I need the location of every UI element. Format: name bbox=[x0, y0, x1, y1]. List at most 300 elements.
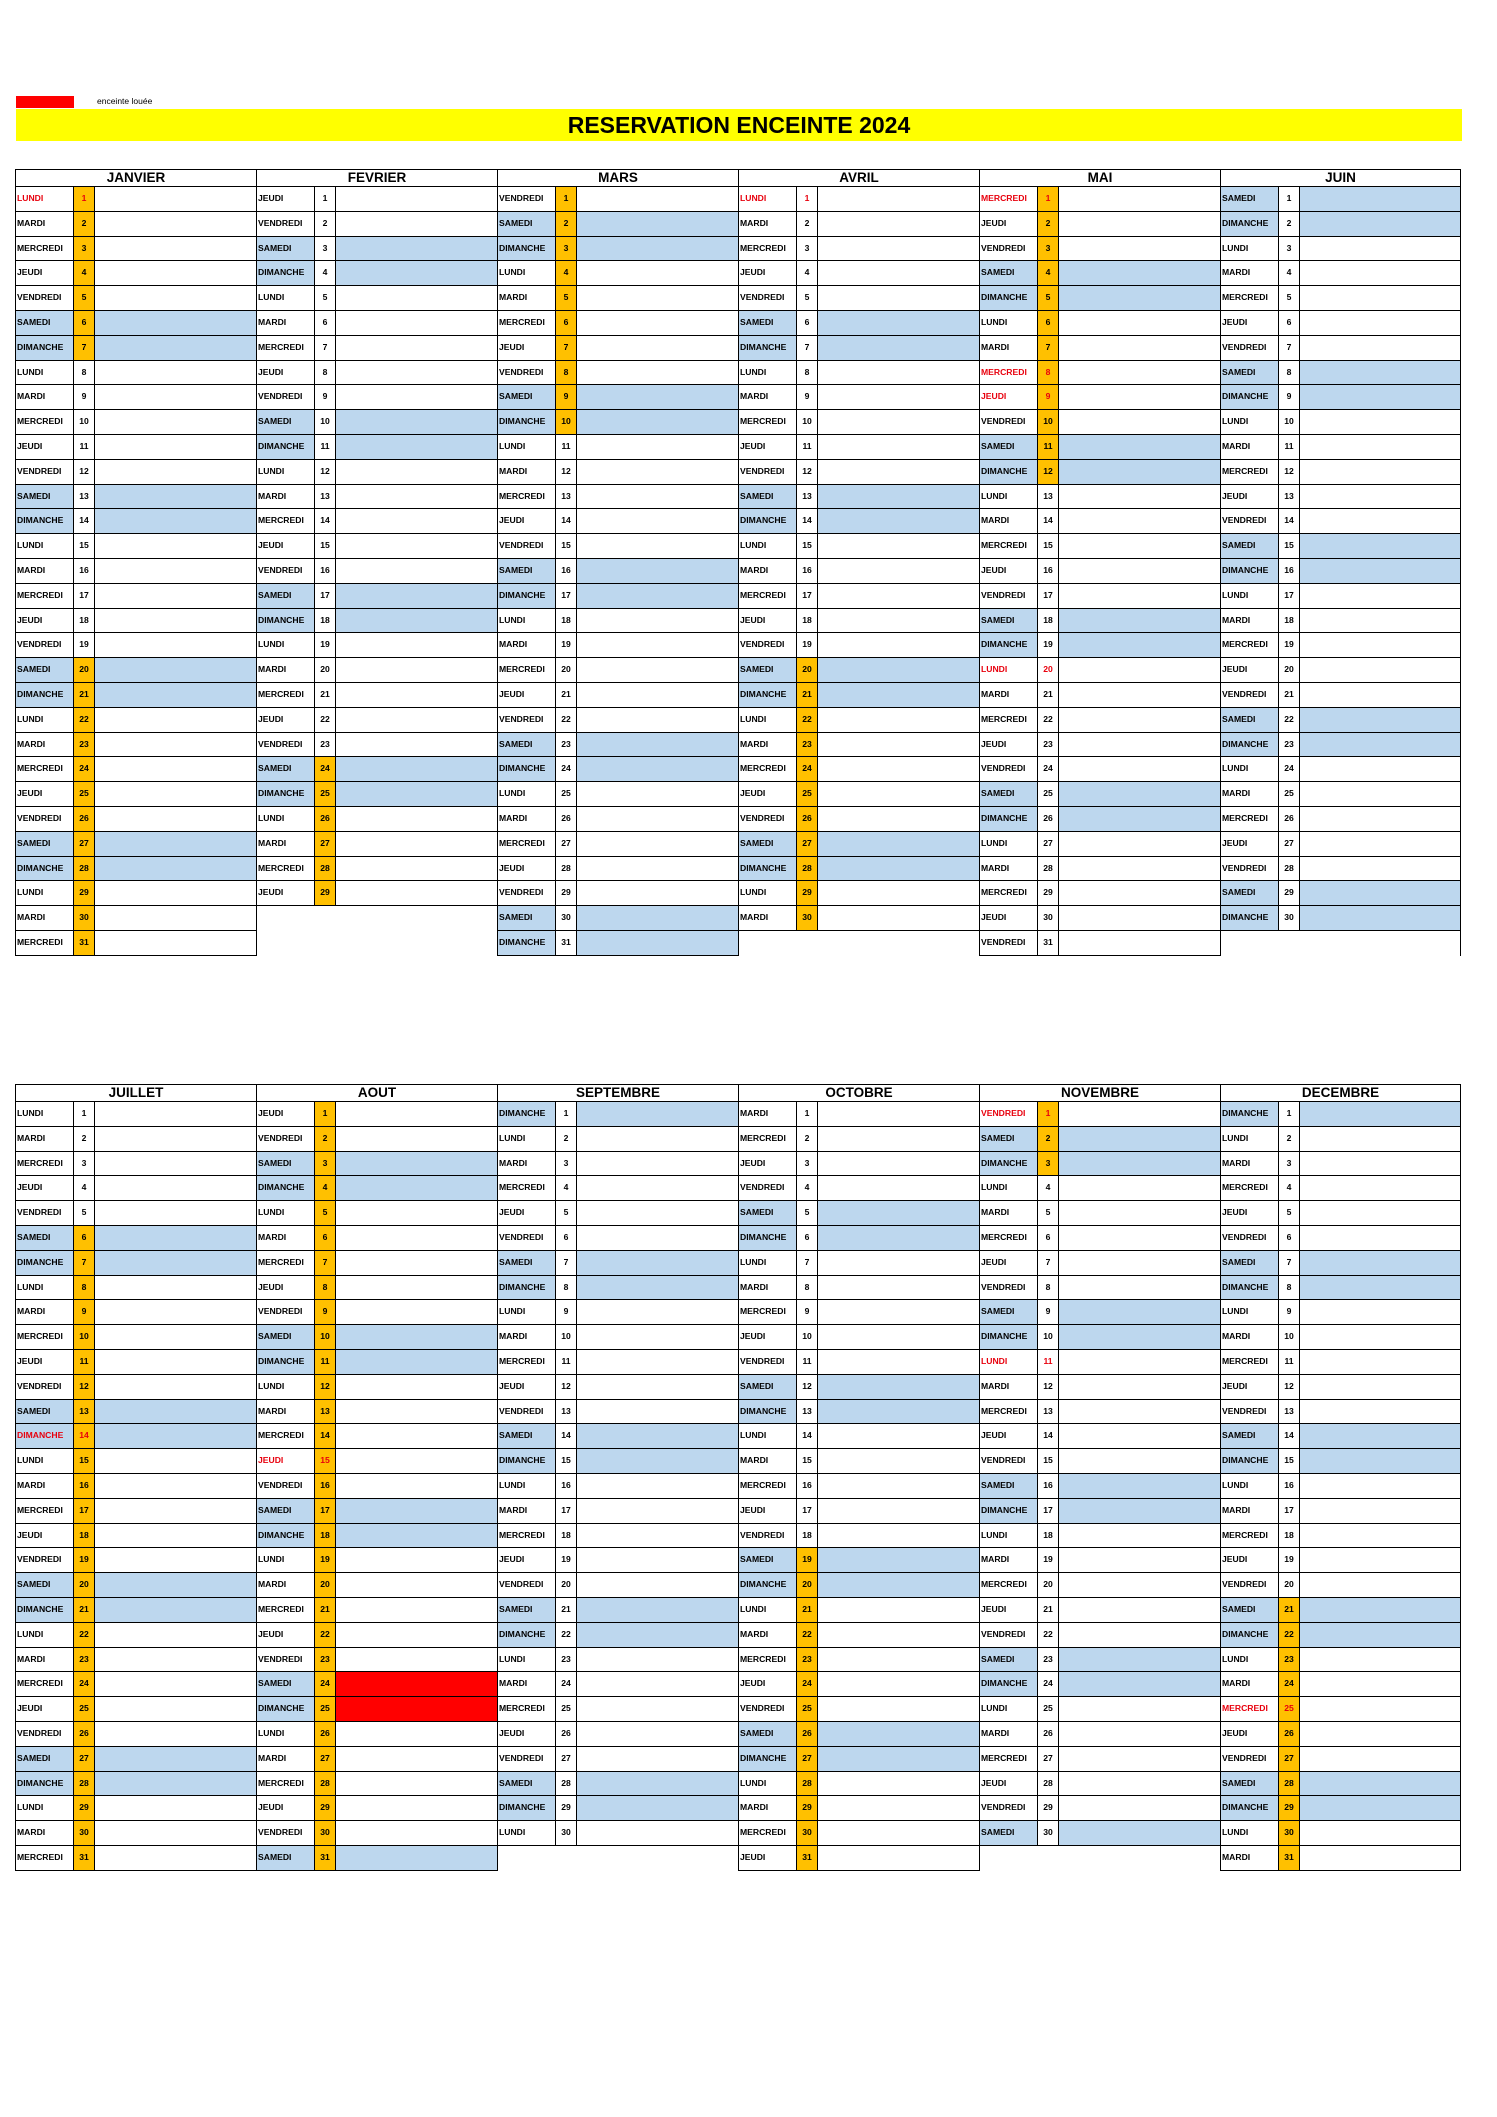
reservation-cell[interactable] bbox=[1300, 1152, 1460, 1176]
reservation-cell[interactable] bbox=[577, 286, 738, 310]
reservation-cell[interactable] bbox=[577, 1251, 738, 1275]
reservation-cell[interactable] bbox=[95, 509, 256, 533]
reservation-cell[interactable] bbox=[577, 708, 738, 732]
reservation-cell[interactable] bbox=[1059, 485, 1220, 509]
reservation-cell[interactable] bbox=[95, 1176, 256, 1200]
reservation-cell[interactable] bbox=[818, 361, 979, 385]
reservation-cell[interactable] bbox=[1059, 1722, 1220, 1746]
reservation-cell[interactable] bbox=[577, 1127, 738, 1151]
reservation-cell[interactable] bbox=[336, 1300, 497, 1324]
reservation-cell[interactable] bbox=[1300, 1796, 1460, 1820]
reservation-cell[interactable] bbox=[336, 1375, 497, 1399]
reservation-cell[interactable] bbox=[577, 212, 738, 236]
reservation-cell[interactable] bbox=[577, 1722, 738, 1746]
reservation-cell[interactable] bbox=[577, 832, 738, 856]
reservation-cell[interactable] bbox=[1059, 237, 1220, 261]
reservation-cell[interactable] bbox=[818, 584, 979, 608]
reservation-cell[interactable] bbox=[336, 1648, 497, 1672]
reservation-cell[interactable] bbox=[1059, 286, 1220, 310]
reservation-cell[interactable] bbox=[1059, 1424, 1220, 1448]
reservation-cell[interactable] bbox=[95, 1697, 256, 1721]
reservation-cell[interactable] bbox=[818, 1524, 979, 1548]
reservation-cell[interactable] bbox=[818, 1226, 979, 1250]
reservation-cell[interactable] bbox=[1300, 683, 1460, 707]
reservation-cell[interactable] bbox=[1300, 832, 1460, 856]
reservation-cell[interactable] bbox=[336, 534, 497, 558]
reservation-cell[interactable] bbox=[1300, 1102, 1460, 1126]
reservation-cell[interactable] bbox=[336, 311, 497, 335]
reservation-cell[interactable] bbox=[818, 1573, 979, 1597]
reservation-cell[interactable] bbox=[1300, 1276, 1460, 1300]
reservation-cell[interactable] bbox=[1300, 1375, 1460, 1399]
reservation-cell[interactable] bbox=[336, 1251, 497, 1275]
reservation-cell[interactable] bbox=[95, 1524, 256, 1548]
reservation-cell[interactable] bbox=[1059, 832, 1220, 856]
reservation-cell[interactable] bbox=[336, 1127, 497, 1151]
reservation-cell[interactable] bbox=[1300, 1474, 1460, 1498]
reservation-cell[interactable] bbox=[336, 1598, 497, 1622]
reservation-cell[interactable] bbox=[1300, 1821, 1460, 1845]
reservation-cell[interactable] bbox=[1300, 1722, 1460, 1746]
reservation-cell[interactable] bbox=[1059, 1573, 1220, 1597]
reservation-cell[interactable] bbox=[95, 1821, 256, 1845]
reservation-cell[interactable] bbox=[336, 1796, 497, 1820]
reservation-cell[interactable] bbox=[577, 1598, 738, 1622]
reservation-cell[interactable] bbox=[577, 261, 738, 285]
reservation-cell[interactable] bbox=[95, 1300, 256, 1324]
reservation-cell[interactable] bbox=[1059, 1251, 1220, 1275]
reservation-cell[interactable] bbox=[1059, 1325, 1220, 1349]
reservation-cell[interactable] bbox=[1059, 683, 1220, 707]
reservation-cell[interactable] bbox=[818, 1449, 979, 1473]
reservation-cell[interactable] bbox=[95, 832, 256, 856]
reservation-cell[interactable] bbox=[336, 1400, 497, 1424]
reservation-cell[interactable] bbox=[577, 1796, 738, 1820]
reservation-cell[interactable] bbox=[818, 906, 979, 930]
reservation-cell[interactable] bbox=[95, 1276, 256, 1300]
reservation-cell[interactable] bbox=[818, 187, 979, 211]
reservation-cell[interactable] bbox=[1059, 807, 1220, 831]
reservation-cell[interactable] bbox=[336, 1474, 497, 1498]
reservation-cell[interactable] bbox=[336, 881, 497, 905]
reservation-cell[interactable] bbox=[95, 881, 256, 905]
reservation-cell[interactable] bbox=[818, 1722, 979, 1746]
reservation-cell[interactable] bbox=[818, 1648, 979, 1672]
reservation-cell[interactable] bbox=[336, 1424, 497, 1448]
reservation-cell[interactable] bbox=[1059, 1152, 1220, 1176]
reservation-cell[interactable] bbox=[818, 683, 979, 707]
reservation-cell[interactable] bbox=[1300, 460, 1460, 484]
reservation-cell[interactable] bbox=[818, 286, 979, 310]
reservation-cell[interactable] bbox=[336, 1772, 497, 1796]
reservation-cell[interactable] bbox=[818, 534, 979, 558]
reservation-cell[interactable] bbox=[336, 782, 497, 806]
reservation-cell[interactable] bbox=[95, 559, 256, 583]
reservation-cell[interactable] bbox=[1300, 1772, 1460, 1796]
reservation-cell[interactable] bbox=[577, 857, 738, 881]
reservation-cell[interactable] bbox=[95, 1201, 256, 1225]
reservation-cell[interactable] bbox=[818, 658, 979, 682]
reservation-cell[interactable] bbox=[577, 633, 738, 657]
reservation-cell[interactable] bbox=[95, 261, 256, 285]
reservation-cell[interactable] bbox=[577, 1400, 738, 1424]
reservation-cell[interactable] bbox=[95, 237, 256, 261]
reservation-cell[interactable] bbox=[95, 1573, 256, 1597]
reservation-cell[interactable] bbox=[1059, 1375, 1220, 1399]
reservation-cell[interactable] bbox=[577, 1276, 738, 1300]
reservation-cell[interactable] bbox=[577, 1821, 738, 1845]
reservation-cell[interactable] bbox=[1059, 311, 1220, 335]
reservation-cell[interactable] bbox=[1300, 857, 1460, 881]
reservation-cell[interactable] bbox=[577, 1102, 738, 1126]
reservation-cell[interactable] bbox=[1059, 1102, 1220, 1126]
reservation-cell[interactable] bbox=[1059, 336, 1220, 360]
reservation-cell[interactable] bbox=[95, 1623, 256, 1647]
reservation-cell[interactable] bbox=[1059, 1201, 1220, 1225]
reservation-cell[interactable] bbox=[818, 881, 979, 905]
reservation-cell[interactable] bbox=[95, 708, 256, 732]
reservation-cell[interactable] bbox=[1059, 1747, 1220, 1771]
reservation-cell[interactable] bbox=[336, 832, 497, 856]
reservation-cell[interactable] bbox=[336, 1524, 497, 1548]
reservation-cell[interactable] bbox=[818, 1499, 979, 1523]
reservation-cell[interactable] bbox=[818, 1548, 979, 1572]
reservation-cell[interactable] bbox=[1059, 857, 1220, 881]
reservation-cell[interactable] bbox=[1059, 1350, 1220, 1374]
reservation-cell[interactable] bbox=[818, 1400, 979, 1424]
reservation-cell[interactable] bbox=[577, 1648, 738, 1672]
reservation-cell[interactable] bbox=[95, 1796, 256, 1820]
reservation-cell[interactable] bbox=[1300, 509, 1460, 533]
reservation-cell[interactable] bbox=[1059, 584, 1220, 608]
reservation-cell[interactable] bbox=[1300, 361, 1460, 385]
reservation-cell[interactable] bbox=[818, 410, 979, 434]
reservation-cell[interactable] bbox=[336, 1846, 497, 1870]
reservation-cell[interactable] bbox=[95, 286, 256, 310]
reservation-cell[interactable] bbox=[95, 1400, 256, 1424]
reservation-cell[interactable] bbox=[818, 212, 979, 236]
reservation-cell[interactable] bbox=[1059, 410, 1220, 434]
reservation-cell[interactable] bbox=[577, 385, 738, 409]
reservation-cell[interactable] bbox=[1300, 261, 1460, 285]
reservation-cell[interactable] bbox=[577, 410, 738, 434]
reservation-cell[interactable] bbox=[336, 460, 497, 484]
reservation-cell[interactable] bbox=[95, 336, 256, 360]
reservation-cell[interactable] bbox=[577, 336, 738, 360]
reservation-cell[interactable] bbox=[336, 1548, 497, 1572]
reservation-cell[interactable] bbox=[95, 212, 256, 236]
reservation-cell[interactable] bbox=[95, 1672, 256, 1696]
reservation-cell[interactable] bbox=[577, 237, 738, 261]
reservation-cell[interactable] bbox=[95, 683, 256, 707]
reservation-cell[interactable] bbox=[95, 1772, 256, 1796]
reservation-cell[interactable] bbox=[818, 609, 979, 633]
reservation-cell[interactable] bbox=[95, 733, 256, 757]
reservation-cell[interactable] bbox=[1059, 361, 1220, 385]
reservation-cell[interactable] bbox=[336, 584, 497, 608]
reservation-cell[interactable] bbox=[1300, 1127, 1460, 1151]
reservation-cell[interactable] bbox=[1059, 385, 1220, 409]
reservation-cell[interactable] bbox=[336, 757, 497, 781]
reservation-cell[interactable] bbox=[818, 1127, 979, 1151]
reservation-cell[interactable] bbox=[95, 1548, 256, 1572]
reservation-cell[interactable] bbox=[818, 336, 979, 360]
reservation-cell[interactable] bbox=[1059, 187, 1220, 211]
reservation-cell[interactable] bbox=[818, 237, 979, 261]
reservation-cell[interactable] bbox=[1300, 1747, 1460, 1771]
reservation-cell[interactable] bbox=[95, 757, 256, 781]
reservation-cell[interactable] bbox=[577, 534, 738, 558]
reservation-cell[interactable] bbox=[577, 1772, 738, 1796]
reservation-cell[interactable] bbox=[1059, 881, 1220, 905]
reservation-cell[interactable] bbox=[818, 1201, 979, 1225]
reservation-cell[interactable] bbox=[577, 311, 738, 335]
reservation-cell[interactable] bbox=[336, 1672, 497, 1696]
reservation-cell[interactable] bbox=[1300, 609, 1460, 633]
reservation-cell[interactable] bbox=[95, 1747, 256, 1771]
reservation-cell[interactable] bbox=[577, 1350, 738, 1374]
reservation-cell[interactable] bbox=[1059, 1598, 1220, 1622]
reservation-cell[interactable] bbox=[1059, 1672, 1220, 1696]
reservation-cell[interactable] bbox=[1059, 1176, 1220, 1200]
reservation-cell[interactable] bbox=[1300, 1325, 1460, 1349]
reservation-cell[interactable] bbox=[1300, 336, 1460, 360]
reservation-cell[interactable] bbox=[577, 1226, 738, 1250]
reservation-cell[interactable] bbox=[95, 1251, 256, 1275]
reservation-cell[interactable] bbox=[577, 1548, 738, 1572]
reservation-cell[interactable] bbox=[1059, 509, 1220, 533]
reservation-cell[interactable] bbox=[818, 782, 979, 806]
reservation-cell[interactable] bbox=[336, 286, 497, 310]
reservation-cell[interactable] bbox=[818, 509, 979, 533]
reservation-cell[interactable] bbox=[818, 559, 979, 583]
reservation-cell[interactable] bbox=[336, 1152, 497, 1176]
reservation-cell[interactable] bbox=[818, 1276, 979, 1300]
reservation-cell[interactable] bbox=[1300, 881, 1460, 905]
reservation-cell[interactable] bbox=[818, 435, 979, 459]
reservation-cell[interactable] bbox=[95, 1499, 256, 1523]
reservation-cell[interactable] bbox=[336, 435, 497, 459]
reservation-cell[interactable] bbox=[336, 1821, 497, 1845]
reservation-cell[interactable] bbox=[577, 1424, 738, 1448]
reservation-cell[interactable] bbox=[1059, 609, 1220, 633]
reservation-cell[interactable] bbox=[577, 1449, 738, 1473]
reservation-cell[interactable] bbox=[577, 435, 738, 459]
reservation-cell[interactable] bbox=[1300, 1300, 1460, 1324]
reservation-cell[interactable] bbox=[1059, 1300, 1220, 1324]
reservation-cell[interactable] bbox=[818, 1796, 979, 1820]
reservation-cell[interactable] bbox=[95, 906, 256, 930]
reservation-cell[interactable] bbox=[1300, 782, 1460, 806]
reservation-cell[interactable] bbox=[577, 1623, 738, 1647]
reservation-cell[interactable] bbox=[1059, 559, 1220, 583]
reservation-cell[interactable] bbox=[1059, 1548, 1220, 1572]
reservation-cell[interactable] bbox=[818, 485, 979, 509]
reservation-cell[interactable] bbox=[1300, 1672, 1460, 1696]
reservation-cell[interactable] bbox=[818, 261, 979, 285]
reservation-cell[interactable] bbox=[1059, 1821, 1220, 1845]
reservation-cell[interactable] bbox=[577, 658, 738, 682]
reservation-cell[interactable] bbox=[818, 1350, 979, 1374]
reservation-cell[interactable] bbox=[1059, 1772, 1220, 1796]
reservation-cell[interactable] bbox=[336, 1623, 497, 1647]
reservation-cell[interactable] bbox=[336, 509, 497, 533]
reservation-cell[interactable] bbox=[1059, 1697, 1220, 1721]
reservation-cell[interactable] bbox=[1300, 1226, 1460, 1250]
reservation-cell[interactable] bbox=[336, 1201, 497, 1225]
reservation-cell[interactable] bbox=[1059, 906, 1220, 930]
reservation-cell[interactable] bbox=[577, 609, 738, 633]
reservation-cell[interactable] bbox=[336, 658, 497, 682]
reservation-cell[interactable] bbox=[1300, 237, 1460, 261]
reservation-cell[interactable] bbox=[577, 1573, 738, 1597]
reservation-cell[interactable] bbox=[336, 212, 497, 236]
reservation-cell[interactable] bbox=[1300, 1524, 1460, 1548]
reservation-cell[interactable] bbox=[1300, 435, 1460, 459]
reservation-cell[interactable] bbox=[1300, 1350, 1460, 1374]
reservation-cell[interactable] bbox=[1300, 658, 1460, 682]
reservation-cell[interactable] bbox=[1300, 807, 1460, 831]
reservation-cell[interactable] bbox=[336, 336, 497, 360]
reservation-cell[interactable] bbox=[1059, 1796, 1220, 1820]
reservation-cell[interactable] bbox=[1059, 708, 1220, 732]
reservation-cell[interactable] bbox=[577, 361, 738, 385]
reservation-cell[interactable] bbox=[818, 807, 979, 831]
reservation-cell[interactable] bbox=[1059, 1127, 1220, 1151]
reservation-cell[interactable] bbox=[336, 485, 497, 509]
reservation-cell[interactable] bbox=[577, 1300, 738, 1324]
reservation-cell[interactable] bbox=[818, 1325, 979, 1349]
reservation-cell[interactable] bbox=[577, 1747, 738, 1771]
reservation-cell[interactable] bbox=[95, 782, 256, 806]
reservation-cell[interactable] bbox=[1300, 757, 1460, 781]
reservation-cell[interactable] bbox=[95, 1350, 256, 1374]
reservation-cell[interactable] bbox=[1059, 733, 1220, 757]
reservation-cell[interactable] bbox=[1300, 1251, 1460, 1275]
reservation-cell[interactable] bbox=[1059, 460, 1220, 484]
reservation-cell[interactable] bbox=[336, 385, 497, 409]
reservation-cell[interactable] bbox=[336, 1226, 497, 1250]
reservation-cell[interactable] bbox=[95, 1127, 256, 1151]
reservation-cell[interactable] bbox=[1300, 1424, 1460, 1448]
reservation-cell[interactable] bbox=[1059, 1499, 1220, 1523]
reservation-cell[interactable] bbox=[577, 683, 738, 707]
reservation-cell[interactable] bbox=[818, 757, 979, 781]
reservation-cell[interactable] bbox=[336, 559, 497, 583]
reservation-cell[interactable] bbox=[336, 807, 497, 831]
reservation-cell[interactable] bbox=[818, 1747, 979, 1771]
reservation-cell[interactable] bbox=[336, 1697, 497, 1721]
reservation-cell[interactable] bbox=[336, 1449, 497, 1473]
reservation-cell[interactable] bbox=[95, 584, 256, 608]
reservation-cell[interactable] bbox=[577, 509, 738, 533]
reservation-cell[interactable] bbox=[818, 1102, 979, 1126]
reservation-cell[interactable] bbox=[336, 1276, 497, 1300]
reservation-cell[interactable] bbox=[577, 485, 738, 509]
reservation-cell[interactable] bbox=[1059, 261, 1220, 285]
reservation-cell[interactable] bbox=[336, 708, 497, 732]
reservation-cell[interactable] bbox=[95, 1424, 256, 1448]
reservation-cell[interactable] bbox=[1300, 212, 1460, 236]
reservation-cell[interactable] bbox=[95, 311, 256, 335]
reservation-cell[interactable] bbox=[577, 1697, 738, 1721]
reservation-cell[interactable] bbox=[336, 361, 497, 385]
reservation-cell[interactable] bbox=[818, 1772, 979, 1796]
reservation-cell[interactable] bbox=[1059, 782, 1220, 806]
reservation-cell[interactable] bbox=[577, 1325, 738, 1349]
reservation-cell[interactable] bbox=[1300, 1499, 1460, 1523]
reservation-cell[interactable] bbox=[336, 1350, 497, 1374]
reservation-cell[interactable] bbox=[577, 1201, 738, 1225]
reservation-cell[interactable] bbox=[818, 1821, 979, 1845]
reservation-cell[interactable] bbox=[95, 1152, 256, 1176]
reservation-cell[interactable] bbox=[1300, 1846, 1460, 1870]
reservation-cell[interactable] bbox=[95, 1722, 256, 1746]
reservation-cell[interactable] bbox=[818, 857, 979, 881]
reservation-cell[interactable] bbox=[1300, 1598, 1460, 1622]
reservation-cell[interactable] bbox=[336, 187, 497, 211]
reservation-cell[interactable] bbox=[577, 1176, 738, 1200]
reservation-cell[interactable] bbox=[336, 1573, 497, 1597]
reservation-cell[interactable] bbox=[1300, 286, 1460, 310]
reservation-cell[interactable] bbox=[818, 1375, 979, 1399]
reservation-cell[interactable] bbox=[1300, 187, 1460, 211]
reservation-cell[interactable] bbox=[577, 733, 738, 757]
reservation-cell[interactable] bbox=[95, 534, 256, 558]
reservation-cell[interactable] bbox=[95, 1102, 256, 1126]
reservation-cell[interactable] bbox=[818, 1424, 979, 1448]
reservation-cell[interactable] bbox=[1300, 1623, 1460, 1647]
reservation-cell[interactable] bbox=[336, 683, 497, 707]
reservation-cell[interactable] bbox=[1300, 485, 1460, 509]
reservation-cell[interactable] bbox=[818, 1598, 979, 1622]
reservation-cell[interactable] bbox=[1300, 385, 1460, 409]
reservation-cell[interactable] bbox=[95, 658, 256, 682]
reservation-cell[interactable] bbox=[1300, 708, 1460, 732]
reservation-cell[interactable] bbox=[1300, 584, 1460, 608]
reservation-cell[interactable] bbox=[95, 609, 256, 633]
reservation-cell[interactable] bbox=[577, 807, 738, 831]
reservation-cell[interactable] bbox=[1059, 1276, 1220, 1300]
reservation-cell[interactable] bbox=[1059, 1400, 1220, 1424]
reservation-cell[interactable] bbox=[577, 1152, 738, 1176]
reservation-cell[interactable] bbox=[336, 857, 497, 881]
reservation-cell[interactable] bbox=[818, 1251, 979, 1275]
reservation-cell[interactable] bbox=[1300, 633, 1460, 657]
reservation-cell[interactable] bbox=[336, 633, 497, 657]
reservation-cell[interactable] bbox=[336, 1325, 497, 1349]
reservation-cell[interactable] bbox=[95, 1375, 256, 1399]
reservation-cell[interactable] bbox=[818, 385, 979, 409]
reservation-cell[interactable] bbox=[577, 1499, 738, 1523]
reservation-cell[interactable] bbox=[336, 410, 497, 434]
reservation-cell[interactable] bbox=[1300, 1573, 1460, 1597]
reservation-cell[interactable] bbox=[1300, 311, 1460, 335]
reservation-cell[interactable] bbox=[95, 807, 256, 831]
reservation-cell[interactable] bbox=[1059, 1648, 1220, 1672]
reservation-cell[interactable] bbox=[336, 1176, 497, 1200]
reservation-cell[interactable] bbox=[95, 931, 256, 955]
reservation-cell[interactable] bbox=[818, 311, 979, 335]
reservation-cell[interactable] bbox=[95, 1598, 256, 1622]
reservation-cell[interactable] bbox=[577, 584, 738, 608]
reservation-cell[interactable] bbox=[1059, 633, 1220, 657]
reservation-cell[interactable] bbox=[1300, 534, 1460, 558]
reservation-cell[interactable] bbox=[818, 1152, 979, 1176]
reservation-cell[interactable] bbox=[577, 1524, 738, 1548]
reservation-cell[interactable] bbox=[95, 385, 256, 409]
reservation-cell[interactable] bbox=[577, 1375, 738, 1399]
